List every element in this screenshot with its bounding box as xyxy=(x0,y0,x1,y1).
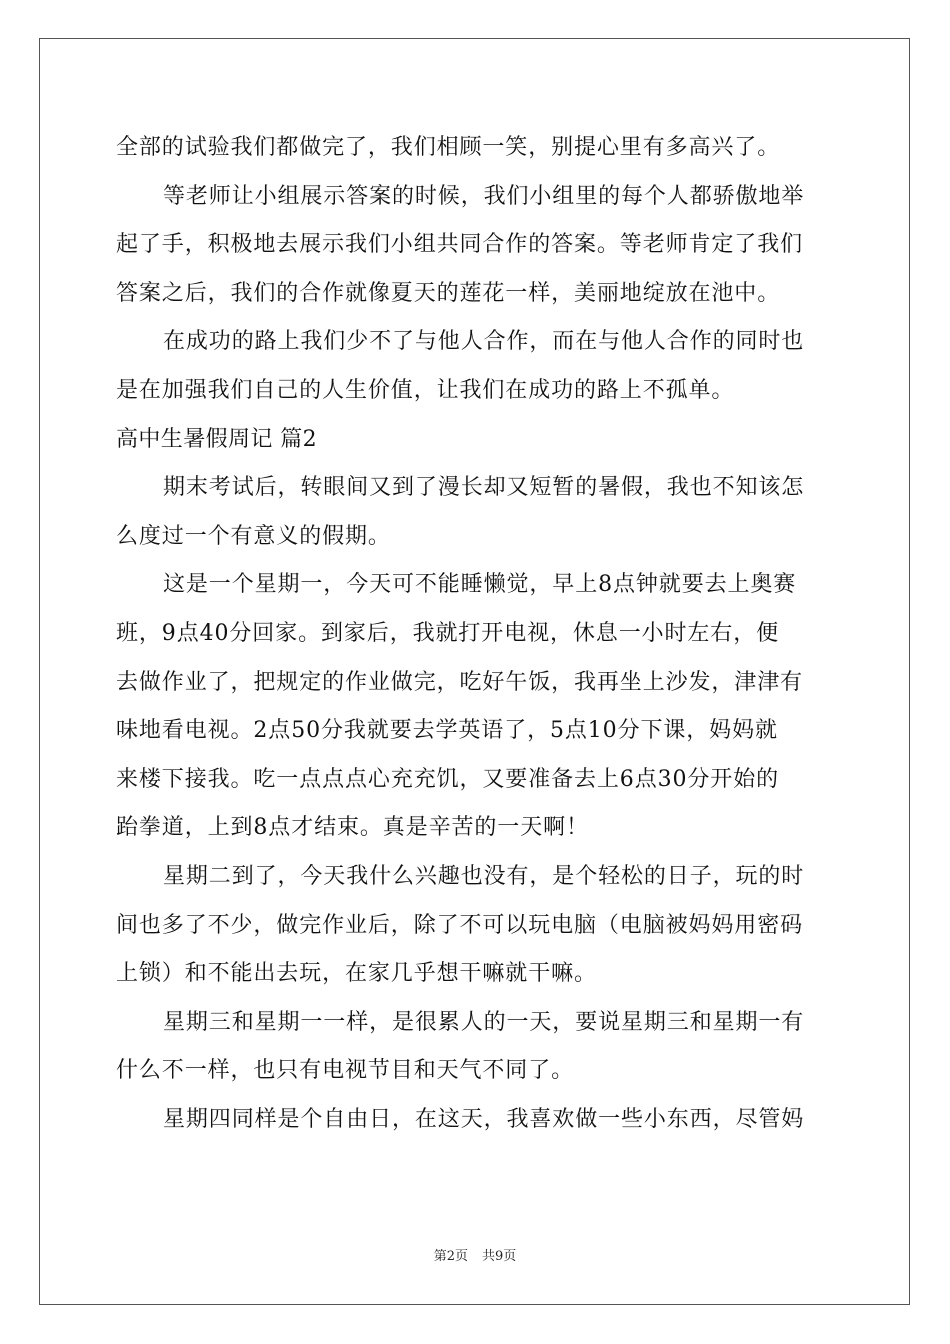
text-line: 上锁）和不能出去玩，在家几乎想干嘛就干嘛。 xyxy=(116,961,597,987)
text-line: 是在加强我们自己的人生价值，让我们在成功的路上不孤单。 xyxy=(116,377,735,403)
text-line: 间也多了不少，做完作业后，除了不可以玩电脑（电脑被妈妈用密码 xyxy=(116,912,804,938)
text-line: 全部的试验我们都做完了，我们相顾一笑，别提心里有多高兴了。 xyxy=(116,135,781,160)
text-line: 这是一个星期一，今天可不能睡懒觉，早上8点钟就要去上奥赛 xyxy=(163,572,797,598)
text-line: 来楼下接我。吃一点点点心充充饥，又要准备去上6点30分开始的 xyxy=(116,766,779,792)
text-line: 起了手，积极地去展示我们小组共同合作的答案。等老师肯定了我们 xyxy=(116,232,804,258)
text-line: 在成功的路上我们少不了与他人合作，而在与他人合作的同时也 xyxy=(163,329,805,355)
text-line: 星期三和星期一一样，是很累人的一天，要说星期三和星期一有 xyxy=(163,1009,805,1035)
page-number: 第2页 xyxy=(433,1249,468,1264)
text-line: 等老师让小组展示答案的时候，我们小组里的每个人都骄傲地举 xyxy=(163,183,805,209)
text-line: 星期二到了，今天我什么兴趣也没有，是个轻松的日子，玩的时 xyxy=(163,863,805,889)
document-body xyxy=(116,124,836,1144)
text-line: 答案之后，我们的合作就像夏天的莲花一样，美丽地绽放在池中。 xyxy=(116,280,781,306)
text-line: 去做作业了，把规定的作业做完，吃好午饭，我再坐上沙发，津津有 xyxy=(116,669,804,695)
page-footer xyxy=(0,1245,950,1264)
text-line: 味地看电视。2点50分我就要去学英语了，5点10分下课，妈妈就 xyxy=(116,718,778,744)
text-line: 期末考试后，转眼间又到了漫长却又短暂的暑假，我也不知该怎 xyxy=(163,475,805,501)
text-line: 么度过一个有意义的假期。 xyxy=(116,523,391,549)
text-line: 什么不一样，也只有电视节目和天气不同了。 xyxy=(116,1058,575,1084)
page-total: 共9页 xyxy=(482,1249,517,1264)
text-line: 跆拳道，上到8点才结束。真是辛苦的一天啊！ xyxy=(116,815,589,841)
text-line: 班，9点40分回家。到家后，我就打开电视，休息一小时左右，便 xyxy=(116,620,779,646)
section-heading: 高中生暑假周记 篇2 xyxy=(116,426,317,452)
text-line: 星期四同样是个自由日，在这天，我喜欢做一些小东西，尽管妈 xyxy=(163,1106,805,1132)
